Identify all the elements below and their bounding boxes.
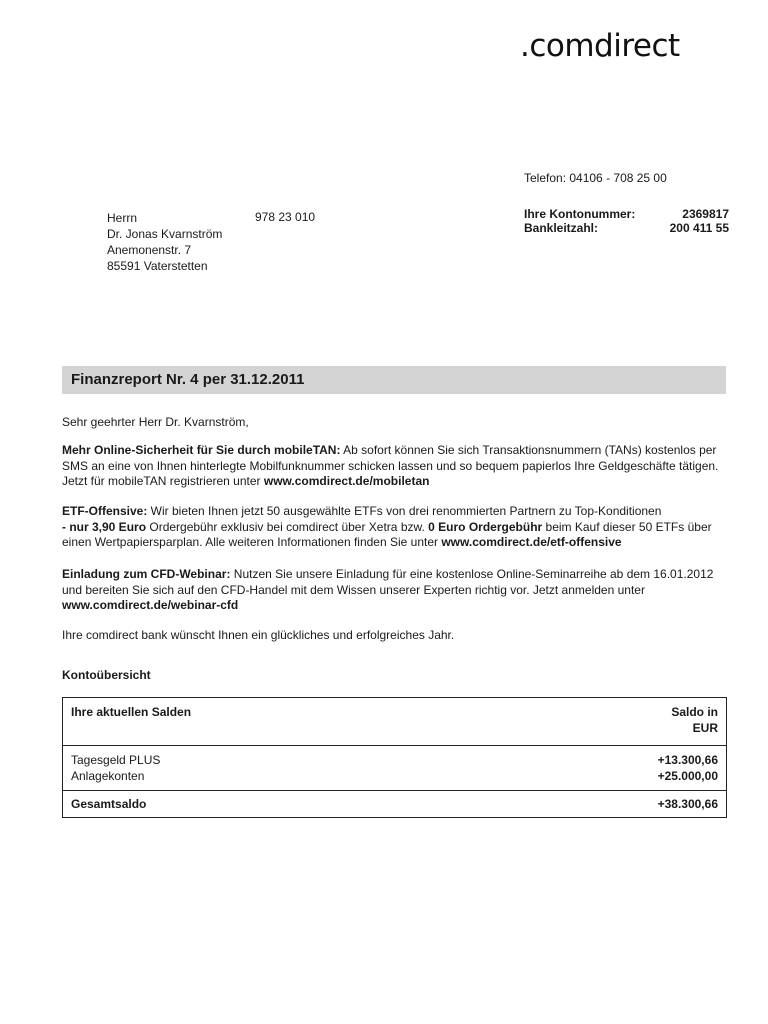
- table-header-balance: [487, 698, 726, 746]
- recipient-street: Anemonenstr. 7: [107, 243, 192, 257]
- etf-price-highlight: - nur 3,90 Euro: [62, 519, 147, 534]
- account-names: [63, 746, 488, 791]
- table-header-balance-line2: EUR: [692, 721, 718, 735]
- paragraph-mobiletan: [62, 443, 728, 490]
- total-value: +38.300,66: [487, 791, 726, 818]
- report-title: Finanzreport Nr. 4 per 31.12.2011: [62, 366, 726, 394]
- bank-code-value: 200 411 55: [669, 221, 729, 235]
- etf-offensive-link[interactable]: www.comdirect.de/etf-offensive: [441, 535, 622, 549]
- phone-number: Telefon: 04106 - 708 25 00: [524, 171, 667, 185]
- table-header-balance-line1: Saldo in: [671, 705, 718, 719]
- table-header-accounts: Ihre aktuellen Salden: [71, 705, 192, 719]
- account-name: Anlagekonten: [71, 769, 145, 783]
- paragraph-etf-text2: Ordergebühr exklusiv bei comdirect über Xetra bzw.: [146, 519, 429, 534]
- recipient-salutation: Herrn: [107, 211, 138, 225]
- account-value: +25.000,00: [657, 769, 718, 783]
- recipient-city: 85591 Vaterstetten: [107, 259, 208, 273]
- mobiletan-link[interactable]: www.comdirect.de/mobiletan: [263, 474, 430, 488]
- recipient-name: Dr. Jonas Kvarnström: [107, 227, 223, 241]
- table-header-row: [63, 698, 727, 746]
- paragraph-etf-text3: beim Kauf dieser 50 ETFs über einen Wertpapiersparplan. Alle weiteren Informationen finden Sie unter: [62, 519, 712, 549]
- account-values: [487, 746, 726, 791]
- etf-zero-fee-highlight: 0 Euro Ordergebühr: [428, 519, 543, 534]
- bank-code-label: Bankleitzahl:: [524, 221, 599, 235]
- greeting: Sehr geehrter Herr Dr. Kvarnström,: [62, 415, 249, 429]
- paragraph-etf-heading: ETF-Offensive:: [62, 504, 148, 518]
- account-value: +13.300,66: [657, 753, 718, 767]
- account-number-label: Ihre Kontonummer:: [524, 207, 636, 221]
- paragraph-cfd-webinar: [62, 567, 728, 614]
- balance-table: [62, 697, 727, 818]
- account-name: Tagesgeld PLUS: [71, 753, 161, 767]
- table-row: [63, 746, 727, 791]
- customer-number: 978 23 010: [255, 210, 316, 224]
- recipient-address: [107, 210, 222, 274]
- paragraph-etf-offensive: [62, 504, 728, 551]
- cfd-webinar-link[interactable]: www.comdirect.de/webinar-cfd: [62, 598, 239, 612]
- paragraph-cfd-heading: Einladung zum CFD-Webinar:: [62, 567, 231, 581]
- total-label: Gesamtsaldo: [63, 791, 488, 818]
- paragraph-mobiletan-heading: Mehr Online-Sicherheit für Sie durch mobileTAN:: [62, 443, 341, 457]
- paragraph-mobiletan-text: Ab sofort können Sie sich Transaktionsnummern (TANs) kostenlos per SMS an eine von Ihnen hinterlegte Mobilfunknummer schicken lassen und so bequem papierlos Ihre Geldgeschäfte tätigen. Jetzt für mobileTAN registrieren unter: [62, 443, 719, 488]
- total-row: [63, 791, 727, 818]
- comdirect-logo: .comdirect: [520, 28, 680, 64]
- paragraph-cfd-text: Nutzen Sie unsere Einladung für eine kostenlose Online-Seminarreihe ab dem 16.01.2012 und bereiten Sie sich auf den CFD-Handel mit dem Wissen unserer Experten richtig vor. Jetzt anmelden unter: [62, 567, 714, 597]
- overview-heading: Kontoübersicht: [62, 668, 151, 682]
- account-number-value: 2369817: [682, 207, 729, 221]
- paragraph-etf-text1: Wir bieten Ihnen jetzt 50 ausgewählte ETFs von drei renommierten Partnern zu Top-Konditionen: [147, 504, 662, 518]
- account-info: [524, 207, 729, 235]
- closing-line: Ihre comdirect bank wünscht Ihnen ein glückliches und erfolgreiches Jahr.: [62, 628, 455, 642]
